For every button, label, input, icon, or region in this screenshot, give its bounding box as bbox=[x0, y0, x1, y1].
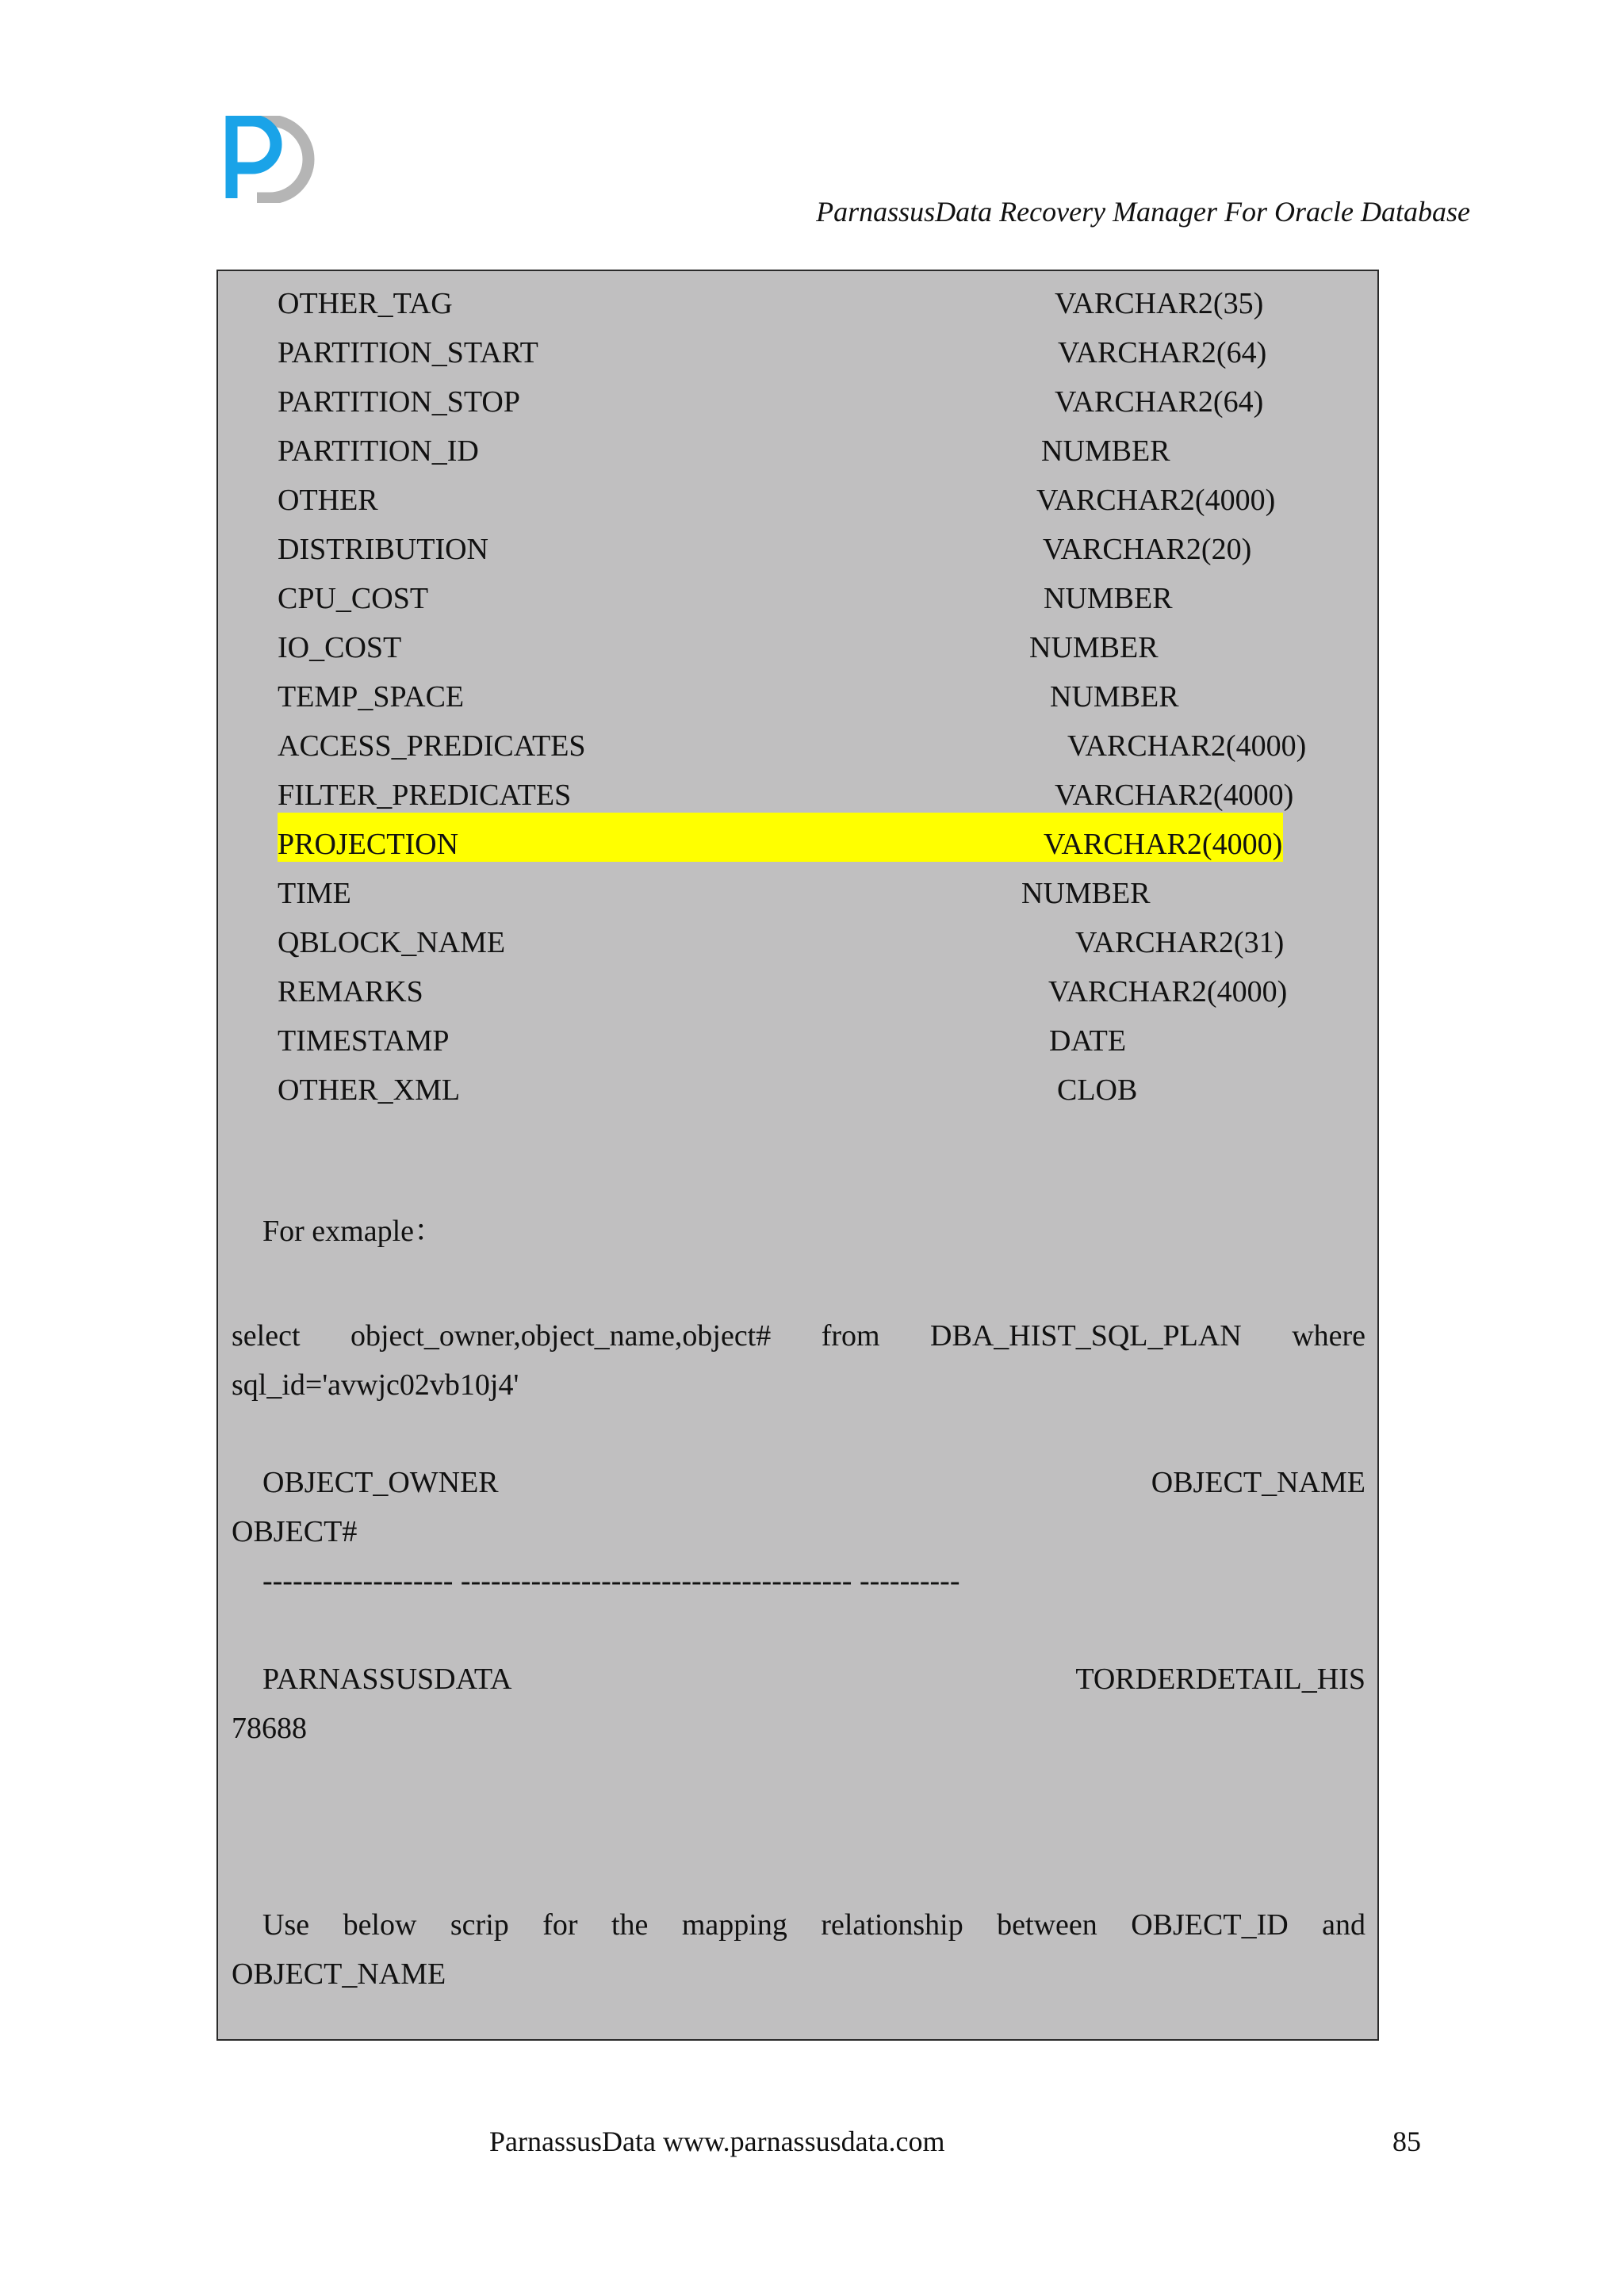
column-name: PARTITION_STOP bbox=[278, 385, 521, 419]
column-name: OTHER bbox=[278, 484, 378, 517]
result-header-owner: OBJECT_OWNER bbox=[262, 1466, 499, 1499]
column-type: VARCHAR2(64) bbox=[1058, 336, 1267, 369]
column-row bbox=[278, 1066, 1308, 1115]
column-name: OTHER_TAG bbox=[278, 287, 453, 320]
column-type: CLOB bbox=[1057, 1073, 1138, 1107]
query-word: select bbox=[232, 1319, 301, 1353]
mapping-note-continuation: OBJECT_NAME bbox=[232, 1957, 446, 1991]
column-name: TEMP_SPACE bbox=[278, 680, 465, 714]
note-word: and bbox=[1322, 1908, 1366, 1942]
column-type: NUMBER bbox=[1029, 631, 1159, 664]
column-type: VARCHAR2(31) bbox=[1075, 926, 1285, 959]
result-objectnum-value: 78688 bbox=[232, 1712, 307, 1745]
page-number: 85 bbox=[1392, 2126, 1421, 2157]
column-row bbox=[278, 279, 1308, 328]
column-row bbox=[278, 623, 1308, 672]
sql-query-line bbox=[232, 1311, 1365, 1360]
column-name: PROJECTION bbox=[278, 828, 459, 861]
column-name: QBLOCK_NAME bbox=[278, 926, 506, 959]
column-name: IO_COST bbox=[278, 631, 402, 664]
column-row bbox=[278, 328, 1308, 377]
result-header-objectnum: OBJECT# bbox=[232, 1515, 358, 1548]
column-name: CPU_COST bbox=[278, 582, 429, 615]
note-word: below bbox=[343, 1908, 417, 1942]
query-word: DBA_HIST_SQL_PLAN bbox=[930, 1319, 1242, 1353]
column-type: VARCHAR2(4000) bbox=[1044, 828, 1283, 861]
column-name: PARTITION_START bbox=[278, 336, 538, 369]
column-row bbox=[278, 1016, 1308, 1066]
column-row bbox=[278, 672, 1308, 721]
column-row bbox=[278, 476, 1308, 525]
column-row bbox=[278, 721, 1308, 771]
column-row bbox=[278, 525, 1308, 574]
result-name-value: TORDERDETAIL_HIS bbox=[1075, 1663, 1365, 1696]
note-word: Use bbox=[262, 1908, 310, 1942]
column-type: DATE bbox=[1049, 1024, 1127, 1058]
result-owner-value: PARNASSUSDATA bbox=[262, 1663, 511, 1696]
column-name: TIMESTAMP bbox=[278, 1024, 450, 1058]
result-header-line bbox=[232, 1458, 1365, 1507]
note-word: for bbox=[542, 1908, 578, 1942]
column-row bbox=[278, 918, 1308, 967]
column-row bbox=[278, 377, 1308, 427]
result-separator: ------------------- --------------------------------------- ---------- bbox=[262, 1564, 960, 1598]
column-row bbox=[278, 967, 1308, 1016]
column-row bbox=[278, 771, 1308, 820]
note-word: OBJECT_ID bbox=[1131, 1908, 1289, 1942]
column-name: TIME bbox=[278, 877, 351, 910]
column-type: VARCHAR2(4000) bbox=[1036, 484, 1276, 517]
column-row bbox=[278, 869, 1308, 918]
footer-site: ParnassusData www.parnassusdata.com bbox=[489, 2126, 945, 2157]
column-type: VARCHAR2(64) bbox=[1055, 385, 1264, 419]
column-name: OTHER_XML bbox=[278, 1073, 461, 1107]
pd-logo-icon bbox=[225, 116, 320, 203]
column-type: NUMBER bbox=[1021, 877, 1151, 910]
example-intro: For exmaple： bbox=[262, 1215, 445, 1248]
column-row bbox=[278, 427, 1308, 476]
column-type: VARCHAR2(4000) bbox=[1067, 729, 1307, 763]
note-word: relationship bbox=[821, 1908, 963, 1942]
column-type: VARCHAR2(4000) bbox=[1055, 779, 1294, 812]
column-type: NUMBER bbox=[1050, 680, 1179, 714]
query-word: where bbox=[1292, 1319, 1366, 1353]
column-name: PARTITION_ID bbox=[278, 434, 479, 468]
result-header-name: OBJECT_NAME bbox=[1151, 1466, 1365, 1499]
column-type: VARCHAR2(4000) bbox=[1048, 975, 1288, 1008]
column-name: DISTRIBUTION bbox=[278, 533, 488, 566]
note-word: mapping bbox=[681, 1908, 787, 1942]
result-row-line bbox=[232, 1655, 1365, 1704]
document-title: ParnassusData Recovery Manager For Oracle Database bbox=[816, 196, 1470, 228]
note-word: the bbox=[611, 1908, 649, 1942]
company-logo bbox=[225, 116, 320, 203]
mapping-note-line bbox=[232, 1900, 1365, 1950]
query-word: from bbox=[821, 1319, 880, 1353]
column-row bbox=[278, 820, 1308, 869]
column-type: VARCHAR2(35) bbox=[1055, 287, 1264, 320]
column-name: REMARKS bbox=[278, 975, 423, 1008]
column-type: VARCHAR2(20) bbox=[1043, 533, 1252, 566]
column-row bbox=[278, 574, 1308, 623]
note-word: between bbox=[997, 1908, 1097, 1942]
column-name: ACCESS_PREDICATES bbox=[278, 729, 586, 763]
query-word: object_owner,object_name,object# bbox=[350, 1319, 772, 1353]
note-word: scrip bbox=[450, 1908, 509, 1942]
column-name: FILTER_PREDICATES bbox=[278, 779, 572, 812]
column-type: NUMBER bbox=[1044, 582, 1173, 615]
column-type: NUMBER bbox=[1041, 434, 1170, 468]
sql-query-continuation: sql_id='avwjc02vb10j4' bbox=[232, 1368, 519, 1402]
